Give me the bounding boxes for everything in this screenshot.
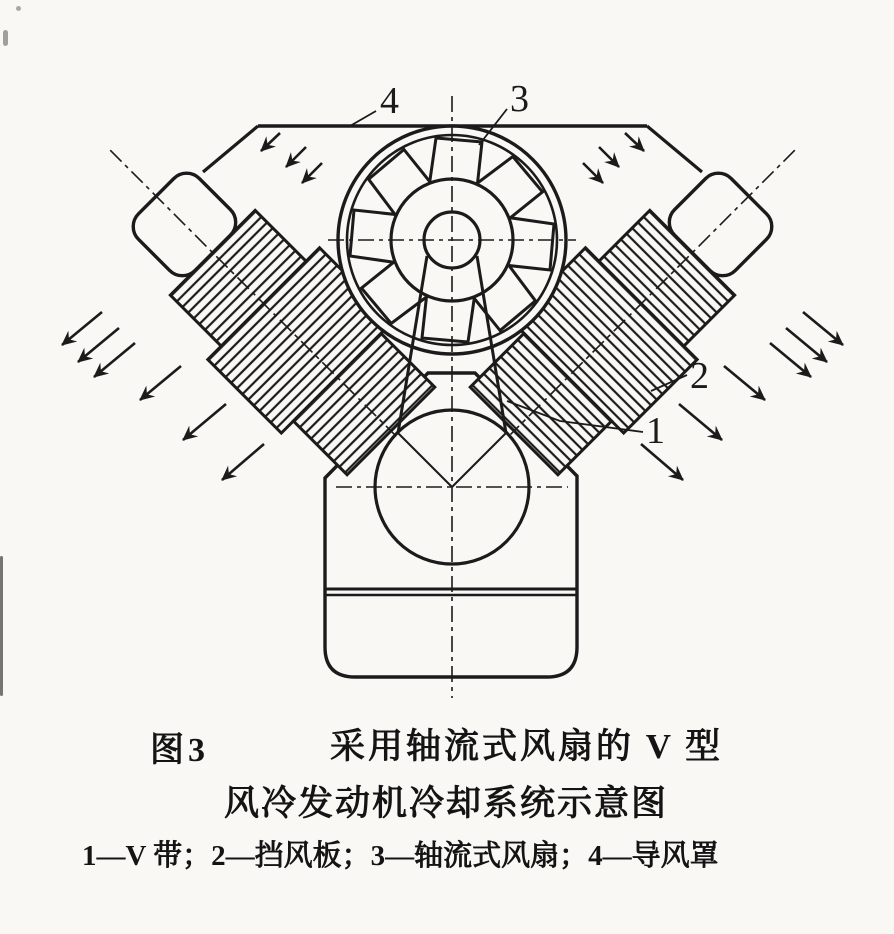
figure-number: 图3 (150, 732, 209, 769)
figure-title-line1: 采用轴流式风扇的 V 型 (330, 727, 724, 766)
figure-title-line2: 风冷发动机冷却系统示意图 (224, 784, 669, 823)
airflow-arrow (140, 366, 181, 400)
airflow-arrow (724, 366, 765, 400)
airflow-arrow (286, 147, 306, 167)
airflow-arrow (583, 163, 603, 183)
airflow-arrows-inlet-left (261, 133, 322, 183)
airflow-arrow (62, 312, 102, 345)
airflow-arrow (78, 328, 119, 362)
airflow-arrow (183, 404, 226, 440)
airflow-arrow (261, 133, 280, 151)
airflow-arrow (770, 343, 811, 377)
label-1-belt: 1 (646, 410, 665, 452)
figure-legend: 1—V 带；2—挡风板；3—轴流式风扇；4—导风罩 (82, 840, 719, 872)
airflow-arrows-inlet-right (583, 133, 644, 183)
airflow-arrow (222, 444, 264, 480)
shroud-right-edge (647, 126, 702, 172)
airflow-arrow (679, 404, 722, 440)
shroud-left-edge (203, 126, 258, 172)
scan-artifact (0, 556, 3, 696)
label-4-shroud: 4 (380, 80, 399, 122)
airflow-arrow (803, 312, 843, 345)
leader-shroud (350, 111, 376, 126)
scan-artifact (3, 30, 8, 46)
airflow-arrow (94, 343, 135, 377)
scan-artifact (16, 6, 21, 11)
airflow-arrow (786, 328, 827, 362)
airflow-arrow (599, 147, 619, 167)
label-3-fan: 3 (510, 78, 529, 120)
airflow-arrow (302, 163, 322, 183)
label-2-deflector: 2 (690, 355, 709, 397)
airflow-arrow (625, 133, 644, 151)
